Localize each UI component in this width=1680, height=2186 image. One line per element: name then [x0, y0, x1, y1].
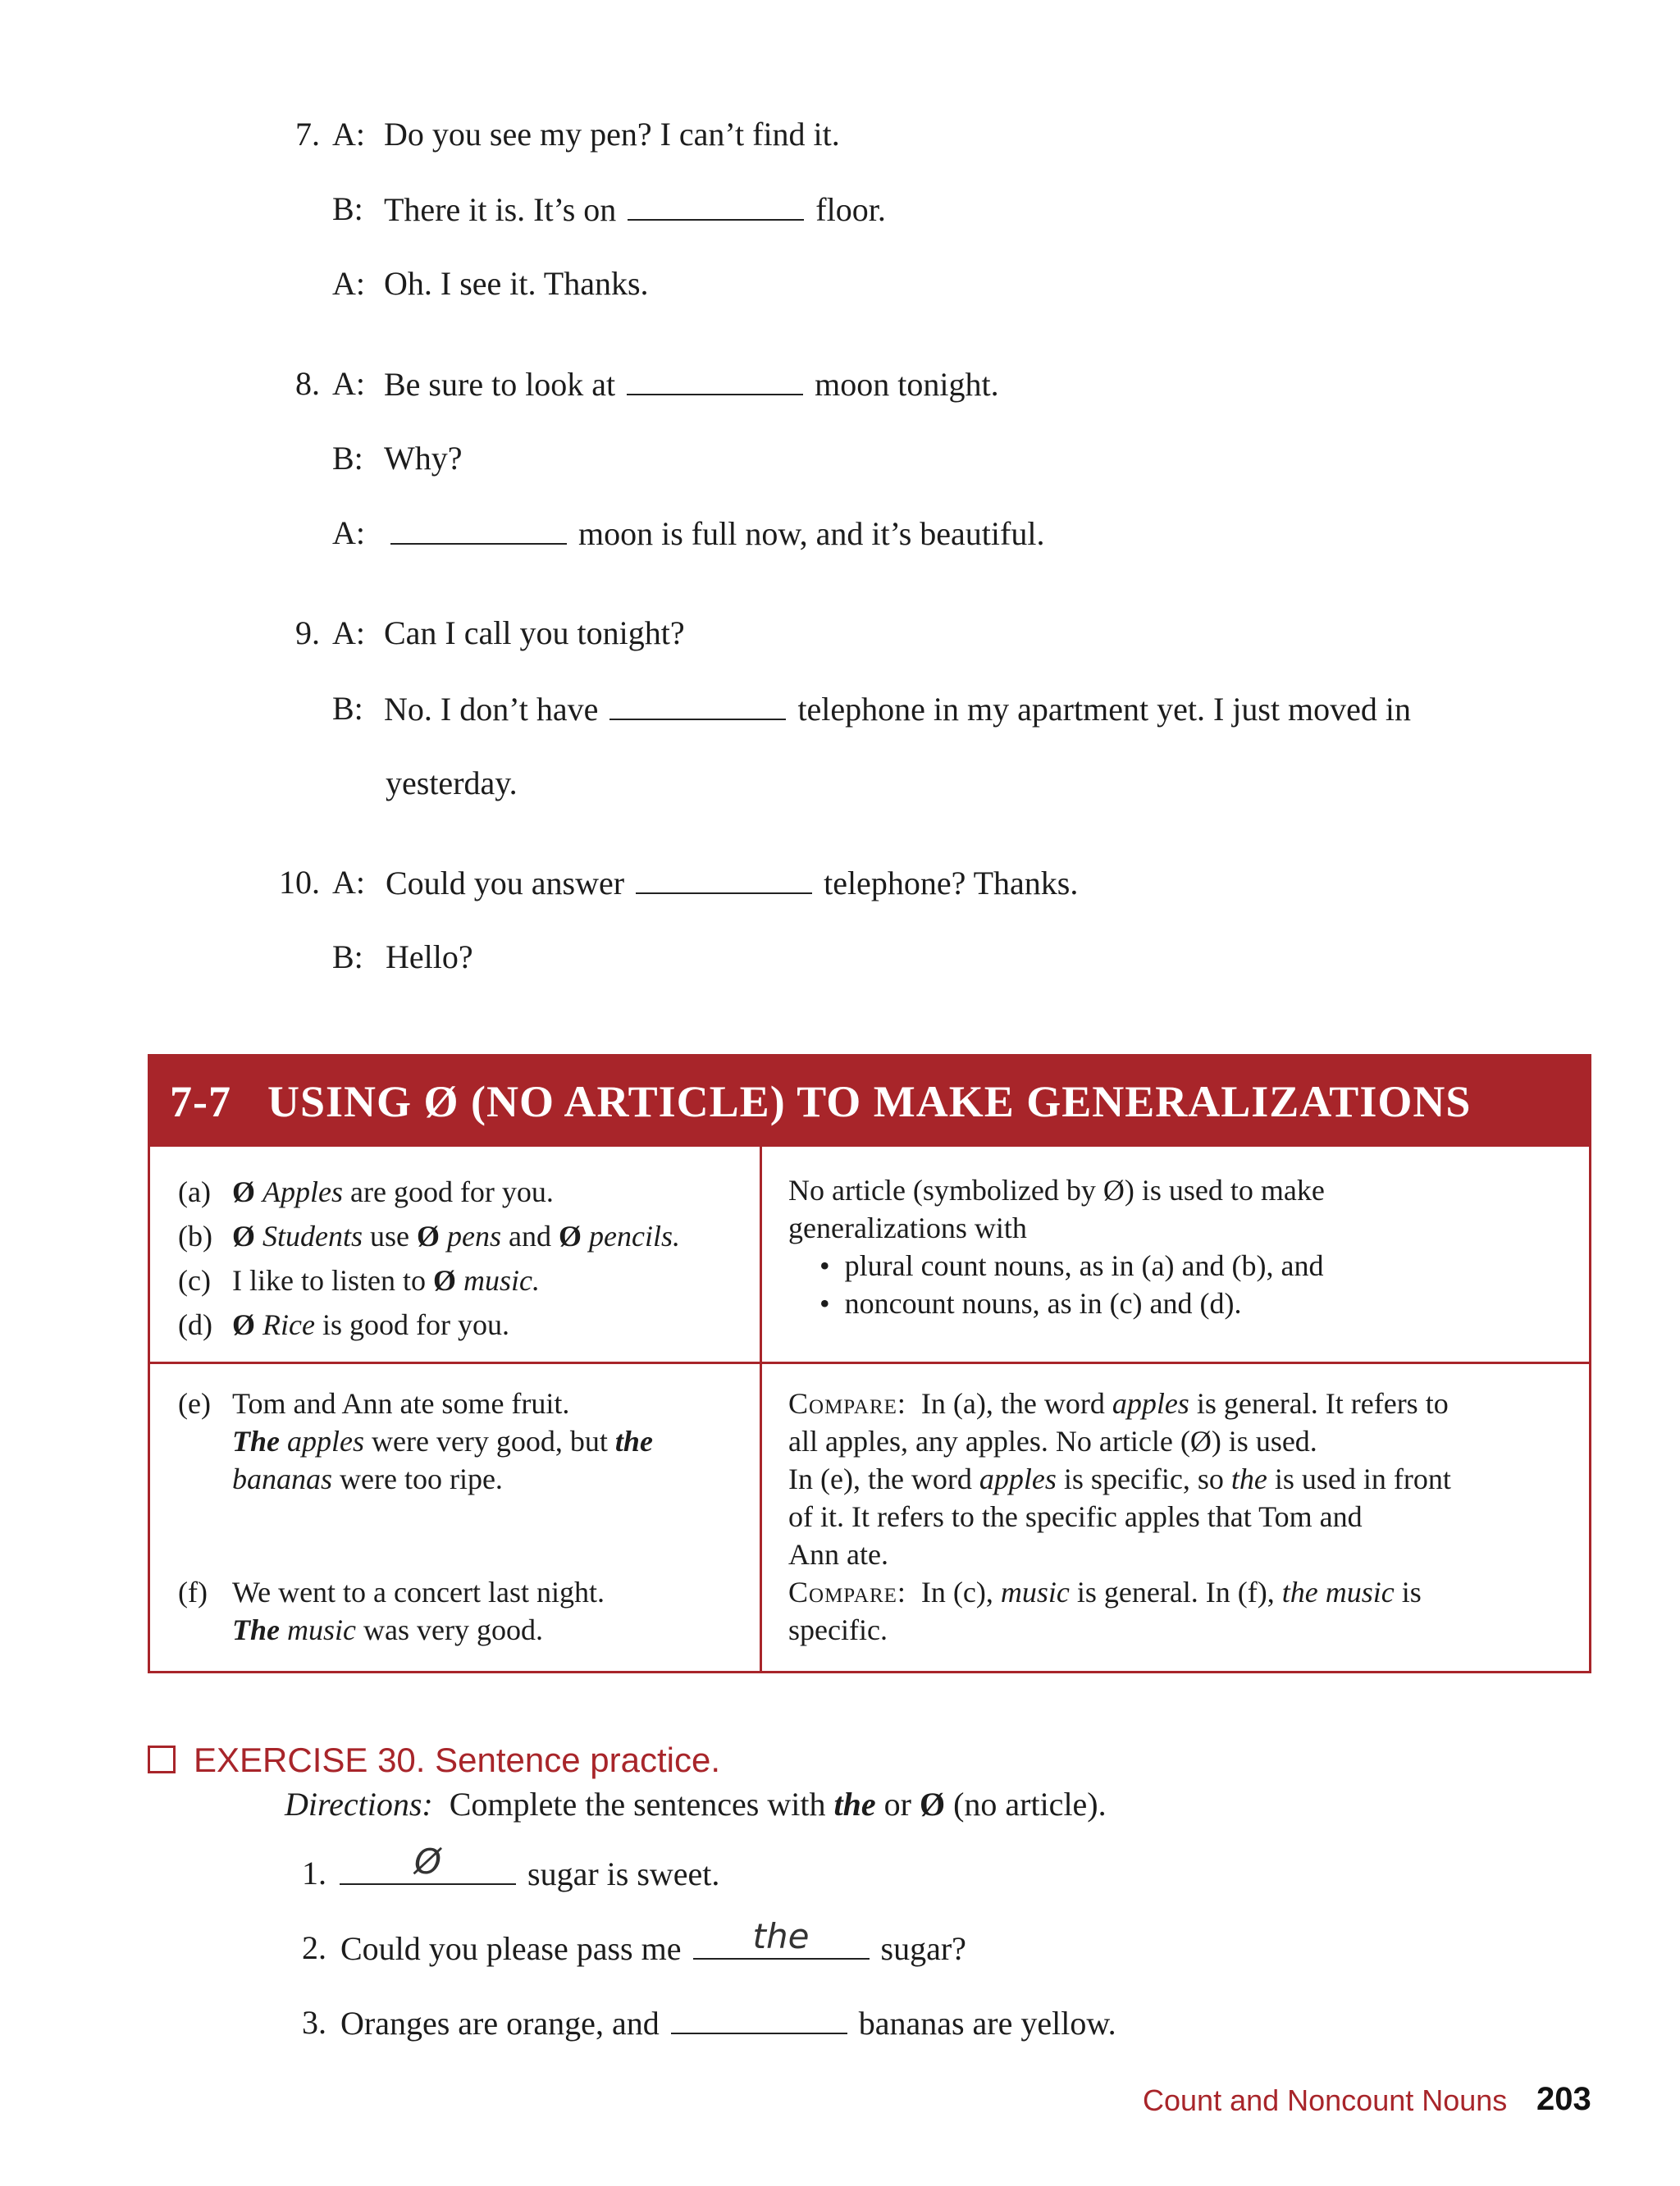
text: the	[1230, 1463, 1267, 1495]
text: were too ripe.	[332, 1463, 503, 1495]
example-a	[178, 1173, 554, 1211]
exercise-item	[340, 1916, 966, 1969]
text	[280, 1613, 287, 1646]
example-line	[178, 1611, 605, 1649]
speaker: B:	[332, 190, 363, 227]
text: Rice	[262, 1308, 315, 1341]
text: Could you answer	[386, 865, 625, 901]
text: pens	[447, 1220, 502, 1253]
explanation-line: No article (symbolized by Ø) is used to make	[788, 1174, 1325, 1207]
text: Could you please pass me	[340, 1930, 682, 1967]
text	[255, 1220, 262, 1253]
checkbox[interactable]	[148, 1746, 176, 1773]
text: The	[232, 1613, 280, 1646]
page-number: 203	[1536, 2081, 1591, 2117]
text: In (a), the word	[920, 1387, 1112, 1420]
item-number: 2.	[302, 1929, 326, 1966]
grammar-chart	[148, 1054, 1591, 1673]
text: bananas are yellow.	[858, 2005, 1116, 2042]
dialog-line: Oh. I see it. Thanks.	[384, 265, 649, 302]
text: is used in front	[1267, 1463, 1451, 1495]
zero-article: Ø	[417, 1220, 441, 1253]
answer-blank[interactable]	[609, 689, 786, 720]
text: is	[1394, 1576, 1422, 1609]
text: bananas	[232, 1463, 333, 1495]
dialog-line: Hello?	[386, 938, 473, 975]
speaker: B:	[332, 690, 363, 727]
example-f	[178, 1573, 605, 1649]
answer-text: Ø	[413, 1841, 442, 1882]
text: is general. It refers to	[1189, 1387, 1449, 1420]
explanation-line: all apples, any apples. No article (Ø) is used.	[788, 1425, 1317, 1458]
text: (no article).	[945, 1786, 1107, 1823]
answer-blank[interactable]	[627, 364, 803, 395]
dialog-line: Do you see my pen? I can’t find it.	[384, 116, 840, 153]
explanation-bullet: • noncount nouns, as in (c) and (d).	[819, 1287, 1242, 1320]
text: Tom and Ann ate some fruit.	[232, 1387, 570, 1420]
text: floor.	[815, 191, 886, 228]
text: the	[614, 1425, 653, 1458]
text: were very good, but	[364, 1425, 615, 1458]
text: In (e), the word	[788, 1463, 979, 1495]
dialog-line	[384, 513, 1044, 554]
dialog-line	[384, 189, 886, 230]
example-c	[178, 1262, 540, 1299]
speaker: A:	[332, 514, 365, 551]
explanation-bottom	[788, 1385, 1451, 1649]
chart-header	[150, 1056, 1589, 1147]
example-d	[178, 1306, 509, 1344]
text: There it is. It’s on	[384, 191, 617, 228]
dialog-line	[384, 689, 1411, 729]
text	[582, 1220, 589, 1253]
explanation-line	[788, 1573, 1451, 1611]
zero-article: Ø	[559, 1220, 582, 1253]
exercise-header	[148, 1737, 720, 1783]
text: Students	[262, 1220, 363, 1253]
dialog-line	[384, 364, 999, 404]
dialog-line: Why?	[384, 440, 463, 477]
dialog-line	[386, 863, 1078, 903]
explanation-top	[788, 1171, 1325, 1322]
example-line	[178, 1385, 653, 1422]
text: Oranges are orange, and	[340, 2005, 660, 2042]
answer-blank[interactable]	[340, 1841, 516, 1885]
explanation-line: Ann ate.	[788, 1538, 888, 1571]
answer-blank[interactable]	[693, 1916, 870, 1960]
example-line	[178, 1573, 605, 1611]
text: We went to a concert last night.	[232, 1576, 605, 1609]
bullet-text: noncount nouns, as in (c) and (d).	[844, 1287, 1242, 1320]
directions-label: Directions:	[285, 1786, 433, 1823]
row-divider	[150, 1362, 1589, 1364]
speaker: B:	[332, 938, 363, 975]
example-e	[178, 1385, 653, 1498]
zero-article: Ø	[432, 1264, 456, 1297]
example-b	[178, 1217, 680, 1255]
exercise-item	[340, 2003, 1116, 2043]
text: sugar?	[880, 1930, 966, 1967]
text: is good for you.	[314, 1308, 509, 1341]
explanation-line: specific.	[788, 1613, 888, 1646]
text: is general. In (f),	[1069, 1576, 1282, 1609]
item-number: 7.	[295, 116, 320, 153]
text: or	[875, 1786, 920, 1823]
text: Apples	[262, 1175, 343, 1208]
column-divider	[760, 1147, 762, 1673]
zero-article: Ø	[232, 1308, 256, 1341]
text	[255, 1308, 262, 1341]
item-number: 10.	[279, 864, 320, 901]
text: and	[501, 1220, 559, 1253]
explanation-line: of it. It refers to the specific apples that Tom and	[788, 1500, 1363, 1533]
compare-label: Compare:	[788, 1576, 906, 1609]
speaker: A:	[332, 614, 365, 651]
text: music.	[463, 1264, 540, 1297]
text: moon tonight.	[815, 366, 999, 403]
chart-code: 7-7	[170, 1077, 231, 1126]
explanation-line	[788, 1460, 1451, 1498]
explanation-line: generalizations with	[788, 1212, 1027, 1244]
example-label: (e)	[178, 1387, 211, 1420]
item-number: 1.	[302, 1855, 326, 1892]
text: music	[287, 1613, 356, 1646]
example-label: (b)	[178, 1220, 212, 1253]
exercise-title: EXERCISE 30. Sentence practice.	[194, 1741, 720, 1779]
dialog-line: yesterday.	[386, 764, 518, 801]
speaker: A:	[332, 265, 365, 302]
zero-article: Ø	[232, 1220, 256, 1253]
item-number: 8.	[295, 365, 320, 402]
bullet-text: plural count nouns, as in (a) and (b), and	[844, 1249, 1324, 1282]
item-number: 9.	[295, 614, 320, 651]
example-line	[178, 1460, 653, 1498]
answer-blank[interactable]	[628, 189, 804, 221]
text	[456, 1264, 463, 1297]
text: the	[833, 1786, 876, 1823]
text: apples	[979, 1463, 1057, 1495]
text	[280, 1425, 287, 1458]
text: music	[1000, 1576, 1070, 1609]
text: telephone in my apartment yet. I just moved in	[797, 691, 1412, 728]
footer-section-title: Count and Noncount Nouns	[1143, 2083, 1508, 2117]
text: sugar is sweet.	[527, 1855, 720, 1892]
item-number: 3.	[302, 2004, 326, 2041]
example-line	[178, 1422, 653, 1460]
text: the music	[1281, 1576, 1395, 1609]
explanation-line	[788, 1385, 1451, 1422]
speaker: A:	[332, 365, 365, 402]
exercise-item	[328, 1841, 720, 1894]
text: Be sure to look at	[384, 366, 616, 403]
zero-article: Ø	[232, 1175, 256, 1208]
text: is specific, so	[1056, 1463, 1231, 1495]
speaker: A:	[332, 864, 365, 901]
speaker: B:	[332, 440, 363, 477]
compare-label: Compare:	[788, 1387, 906, 1420]
text	[440, 1220, 447, 1253]
explanation-bullet: • plural count nouns, as in (a) and (b), and	[819, 1249, 1324, 1282]
text: are good for you.	[343, 1175, 554, 1208]
chart-title: USING Ø (NO ARTICLE) TO MAKE GENERALIZATIONS	[267, 1077, 1472, 1126]
example-label: (c)	[178, 1264, 211, 1297]
directions	[285, 1785, 1107, 1824]
answer-blank[interactable]	[636, 863, 812, 894]
example-label: (a)	[178, 1175, 211, 1208]
text: In (c),	[920, 1576, 1001, 1609]
text: Complete the sentences with	[449, 1786, 834, 1823]
text: I like to listen to	[232, 1264, 433, 1297]
answer-text: the	[752, 1916, 810, 1956]
text: pencils.	[589, 1220, 681, 1253]
answer-blank[interactable]	[671, 2003, 847, 2034]
text: use	[363, 1220, 418, 1253]
example-label: (f)	[178, 1576, 208, 1609]
text: apples	[1112, 1387, 1189, 1420]
text	[255, 1175, 262, 1208]
zero-article: Ø	[919, 1786, 946, 1823]
text: No. I don’t have	[384, 691, 599, 728]
text: telephone? Thanks.	[824, 865, 1079, 901]
text: moon is full now, and it’s beautiful.	[578, 515, 1045, 552]
speaker: A:	[332, 116, 365, 153]
text: The	[232, 1425, 280, 1458]
text: apples	[287, 1425, 364, 1458]
dialog-line: Can I call you tonight?	[384, 614, 685, 651]
answer-blank[interactable]	[390, 513, 567, 545]
text: was very good.	[356, 1613, 543, 1646]
example-label: (d)	[178, 1308, 212, 1341]
